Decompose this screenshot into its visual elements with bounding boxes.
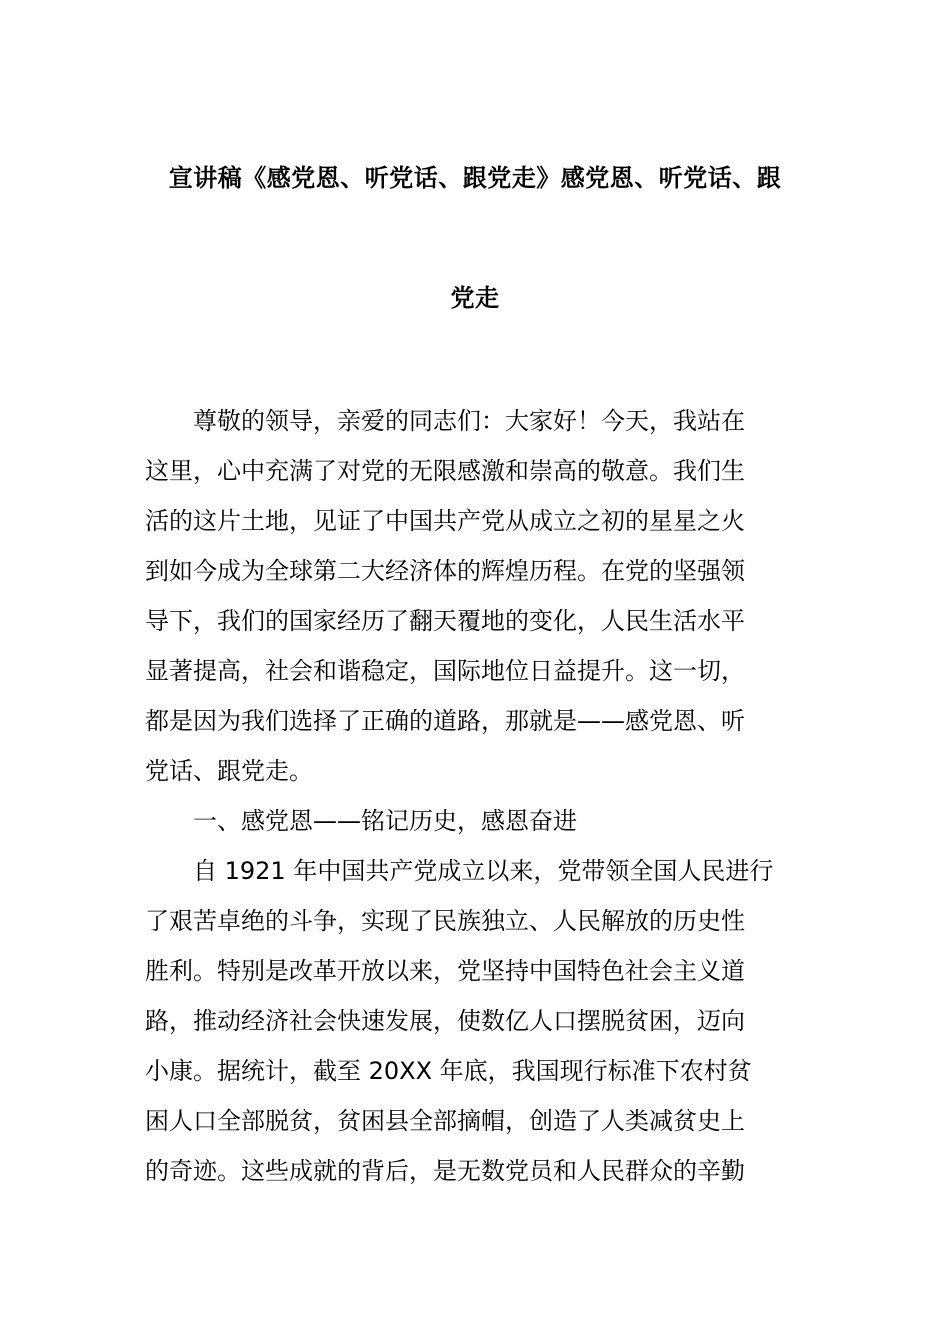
section-heading-text: 一、感党恩——铭记历史，感恩奋进: [193, 807, 577, 835]
paragraph-greeting: [145, 396, 815, 796]
text-line: 党话、跟党走。: [145, 757, 313, 785]
text-line: 自 1921 年中国共产党成立以来，党带领全国人民进行: [193, 857, 774, 885]
text-line: 导下，我们的国家经历了翻天覆地的变化，人民生活水平: [145, 607, 745, 635]
text-line: 了艰苦卓绝的斗争，实现了民族独立、人民解放的历史性: [145, 907, 745, 935]
text-line: 胜利。特别是改革开放以来，党坚持中国特色社会主义道: [145, 957, 745, 985]
document-title-line-1: 宣讲稿《感党恩、听党话、跟党走》感党恩、听党话、跟: [168, 164, 782, 192]
text-line: 尊敬的领导，亲爱的同志们：大家好！今天，我站在: [193, 407, 745, 435]
document-body: [145, 396, 815, 1196]
text-line: 路，推动经济社会快速发展，使数亿人口摆脱贫困，迈向: [145, 1007, 745, 1035]
text-line: 到如今成为全球第二大经济体的辉煌历程。在党的坚强领: [145, 557, 745, 585]
text-line: 的奇迹。这些成就的背后，是无数党员和人民群众的辛勤: [145, 1157, 745, 1185]
text-line: 困人口全部脱贫，贫困县全部摘帽，创造了人类减贫史上: [145, 1107, 745, 1135]
section-heading-1: [145, 796, 815, 846]
text-line: 活的这片土地，见证了中国共产党从成立之初的星星之火: [145, 507, 745, 535]
text-line: 都是因为我们选择了正确的道路，那就是——感党恩、听: [145, 707, 745, 735]
text-line: 这里，心中充满了对党的无限感激和崇高的敬意。我们生: [145, 457, 745, 485]
text-line: 显著提高，社会和谐稳定，国际地位日益提升。这一切，: [145, 657, 745, 685]
text-line: 小康。据统计，截至 20XX 年底，我国现行标准下农村贫: [145, 1057, 752, 1085]
document-title-line-2: 党走: [450, 284, 500, 312]
paragraph-history: [145, 846, 815, 1196]
